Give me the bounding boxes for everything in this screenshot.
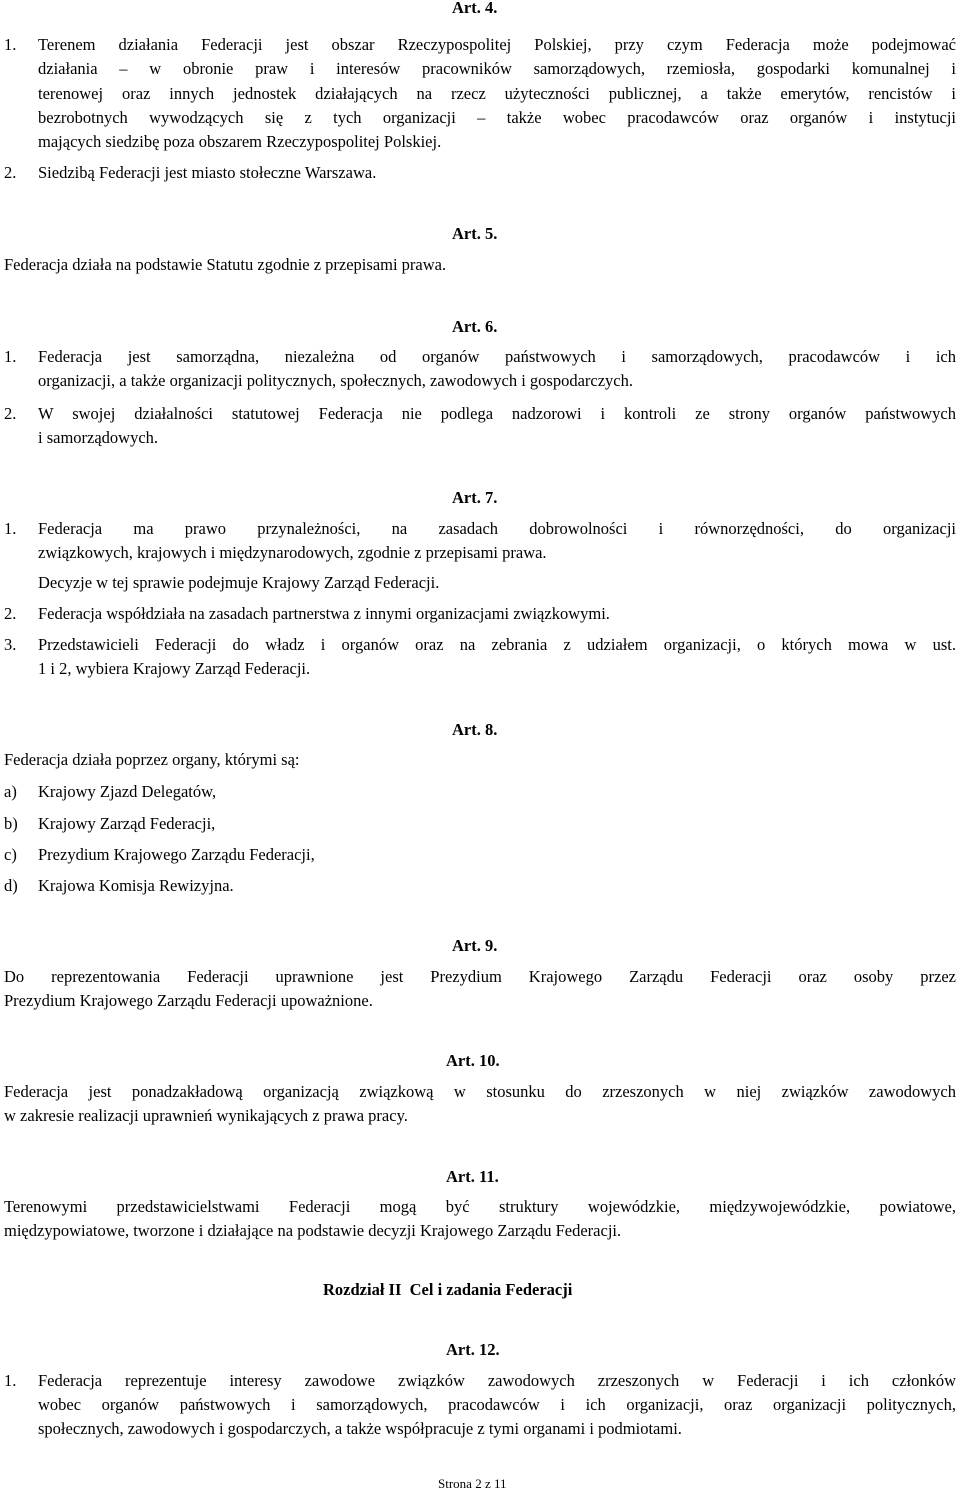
art4-p1-line: Terenem działania Federacji jest obszar Rzeczypospolitej Polskiej, przy czym Federacja może podejmować	[38, 35, 956, 54]
art6-p1-line: Federacja jest samorządna, niezależna od organów państwowych i samorządowych, pracodawców i ich	[38, 347, 956, 366]
art7-p1-number: 1.	[4, 519, 17, 538]
art7-p1-line: związkowych, krajowych i międzynarodowych, zgodnie z przepisami prawa.	[38, 543, 547, 562]
art12-p1-line: Federacja reprezentuje interesy zawodowe związków zawodowych zrzeszonych w Federacji i ich członków	[38, 1371, 956, 1390]
art7-p3-line: Przedstawicieli Federacji do władz i organów oraz na zebrania z udziałem organizacji, o których mowa w ust.	[38, 635, 956, 654]
art7-p1-line: Federacja ma prawo przynależności, na zasadach dobrowolności i równorzędności, do organizacji	[38, 519, 956, 538]
art7-p2-text: Federacja współdziała na zasadach partnerstwa z innymi organizacjami związkowymi.	[38, 604, 610, 623]
art4-p2-number: 2.	[4, 163, 17, 182]
art8-item-letter: d)	[4, 876, 18, 895]
art6-p1-line: organizacji, a także organizacji politycznych, społecznych, zawodowych i gospodarczych.	[38, 371, 633, 390]
art6-p2-line: W swojej działalności statutowej Federacja nie podlega nadzorowi i kontroli ze strony organów państwowych	[38, 404, 956, 423]
art7-p3-line: 1 i 2, wybiera Krajowy Zarząd Federacji.	[38, 659, 311, 678]
art10-heading: Art. 10.	[446, 1051, 500, 1070]
art8-item-letter: a)	[4, 782, 17, 801]
art7-p1-decision: Decyzje w tej sprawie podejmuje Krajowy Zarząd Federacji.	[38, 573, 440, 592]
art11-heading: Art. 11.	[446, 1167, 499, 1186]
art5-heading: Art. 5.	[452, 224, 498, 243]
art8-item-text: Krajowa Komisja Rewizyjna.	[38, 876, 234, 895]
art7-p2-number: 2.	[4, 604, 17, 623]
art4-p1-line: działania – w obronie praw i interesów pracowników samorządowych, rzemiosła, gospodarki komunalnej i	[38, 59, 956, 78]
chapter-title: Rozdział II Cel i zadania Federacji	[323, 1280, 573, 1299]
art7-heading: Art. 7.	[452, 488, 498, 507]
art8-heading: Art. 8.	[452, 720, 498, 739]
art12-p1-line: społecznych, zawodowych i gospodarczych, a także współpracuje z tymi organami i podmiotami.	[38, 1419, 682, 1438]
art11-line: międzypowiatowe, tworzone i działające na podstawie decyzji Krajowego Zarządu Federacji.	[4, 1221, 622, 1240]
art4-p1-line: bezrobotnych wywodzących się z tych organizacji – także wobec pracodawców oraz organów i instytucji	[38, 108, 956, 127]
art10-line: w zakresie realizacji uprawnień wynikających z prawa pracy.	[4, 1106, 408, 1125]
art4-heading: Art. 4.	[452, 0, 498, 17]
art12-p1-number: 1.	[4, 1371, 17, 1390]
art6-p1-number: 1.	[4, 347, 17, 366]
art4-p1-number: 1.	[4, 35, 17, 54]
art9-heading: Art. 9.	[452, 936, 498, 955]
art9-line: Do reprezentowania Federacji uprawnione jest Prezydium Krajowego Zarządu Federacji oraz osoby przez	[4, 967, 956, 986]
page-number: Strona 2 z 11	[438, 1476, 507, 1491]
art8-item-text: Krajowy Zarząd Federacji,	[38, 814, 216, 833]
art4-p2-text: Siedzibą Federacji jest miasto stołeczne Warszawa.	[38, 163, 377, 182]
art4-p1-line: mających siedzibę poza obszarem Rzeczypospolitej Polskiej.	[38, 132, 442, 151]
art8-item-text: Krajowy Zjazd Delegatów,	[38, 782, 217, 801]
art6-p2-line: i samorządowych.	[38, 428, 159, 447]
art5-text: Federacja działa na podstawie Statutu zgodnie z przepisami prawa.	[4, 255, 447, 274]
art7-p3-number: 3.	[4, 635, 17, 654]
art6-heading: Art. 6.	[452, 317, 498, 336]
art8-item-text: Prezydium Krajowego Zarządu Federacji,	[38, 845, 315, 864]
art10-line: Federacja jest ponadzakładową organizacją związkową w stosunku do zrzeszonych w niej związków zawodowych	[4, 1082, 956, 1101]
art11-line: Terenowymi przedstawicielstwami Federacji mogą być struktury wojewódzkie, międzywojewódzkie, powiatowe,	[4, 1197, 956, 1216]
art8-item-letter: b)	[4, 814, 18, 833]
art8-item-letter: c)	[4, 845, 17, 864]
art12-heading: Art. 12.	[446, 1340, 500, 1359]
art12-p1-line: wobec organów państwowych i samorządowych, pracodawców i ich organizacji, oraz organizacji politycznych,	[38, 1395, 956, 1414]
art8-intro: Federacja działa poprzez organy, którymi są:	[4, 750, 300, 769]
art6-p2-number: 2.	[4, 404, 17, 423]
art4-p1-line: terenowej oraz innych jednostek działających na rzecz użyteczności publicznej, a także emerytów, rencistów i	[38, 84, 956, 103]
art9-line: Prezydium Krajowego Zarządu Federacji upoważnione.	[4, 991, 373, 1010]
